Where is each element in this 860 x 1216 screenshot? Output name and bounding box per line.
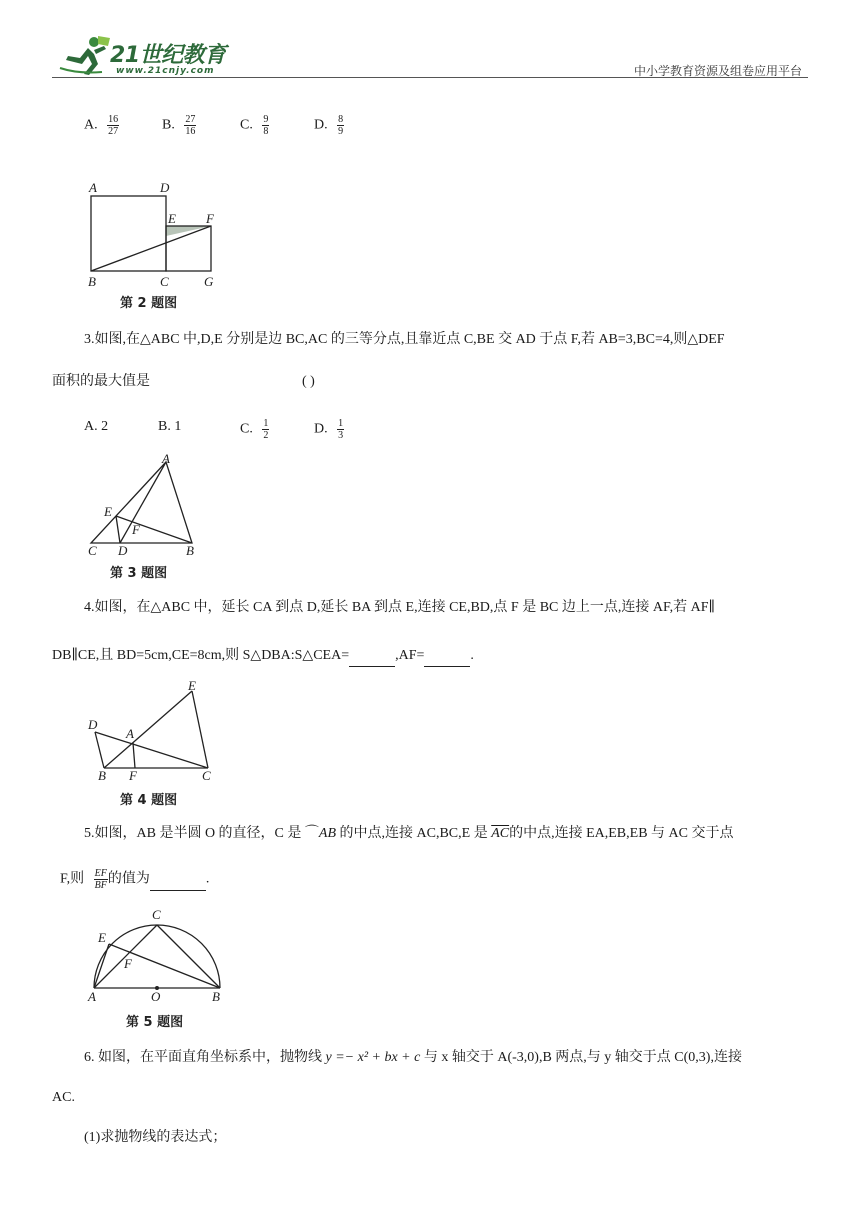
q3-answer-bracket: ( ) xyxy=(302,374,315,389)
q5-text-line1: 5.如图，AB 是半圆 O 的直径，C 是 ⌒AB 的中点,连接 AC,BC,E 是 $\overline{AC}$的中点,连接 EA,EB,EB 与 AC 交于点 xyxy=(84,826,734,841)
label-a: A xyxy=(162,451,170,466)
label-d: D xyxy=(160,180,170,195)
q6-subquestion-1: (1)求抛物线的表达式； xyxy=(84,1130,227,1145)
label-a: A xyxy=(126,726,134,741)
logo-text: 21世纪教育 xyxy=(110,43,226,68)
label-b: B xyxy=(212,989,220,1004)
label-c: C xyxy=(88,543,97,558)
q3-option-b: B. 1 xyxy=(158,419,182,434)
label-c: C xyxy=(152,907,161,922)
label-b: B xyxy=(186,543,194,558)
label-o: O xyxy=(151,989,161,1004)
label-c: C xyxy=(160,274,169,289)
label-e: E xyxy=(168,211,176,226)
q3-option-c: C. $\frac{1}{2}$ xyxy=(240,418,269,441)
label-b: B xyxy=(88,274,96,289)
q3-figure xyxy=(82,450,207,560)
q3-caption: 第 3 题图 xyxy=(110,566,168,581)
q3-text-line2: 面积的最大值是 xyxy=(52,374,150,389)
label-e: E xyxy=(98,930,106,945)
q5-text-line2: F,则 $\frac{EF}{BF}$ 的值为 . xyxy=(60,868,210,891)
label-d: D xyxy=(88,717,98,732)
label-e: E xyxy=(104,504,112,519)
label-f: F xyxy=(132,522,140,537)
q3-text-line1: 3.如图,在△ABC 中,D,E 分别是边 BC,AC 的三等分点,且靠近点 C,BE 交 AD 于点 F,若 AB=3,BC=4,则△DEF xyxy=(84,332,725,347)
q4-text-line2: DB∥CE,且 BD=5cm,CE=8cm,则 S△DBA:S△CEA= ,AF= . xyxy=(52,646,474,667)
header-tagline: 中小学教育资源及组卷应用平台 xyxy=(633,64,802,78)
q2-figure xyxy=(80,176,230,291)
label-e: E xyxy=(188,678,196,693)
q2-caption: 第 2 题图 xyxy=(120,296,178,311)
label-c: C xyxy=(202,768,211,783)
label-d: D xyxy=(118,543,128,558)
label-g: G xyxy=(204,274,214,289)
q5-figure xyxy=(84,902,234,1010)
logo-url: www.21cnjy.com xyxy=(116,66,215,76)
q2-option-b: B. $\frac{27}{16}$ xyxy=(162,114,196,137)
label-a: A xyxy=(89,180,97,195)
q2-option-c: C. $\frac{9}{8}$ xyxy=(240,114,269,137)
label-b: B xyxy=(98,768,106,783)
q6-text-line1: 6. 如图，在平面直角坐标系中，抛物线 y =− x² + bx + c 与 x 轴交于 A(-3,0),B 两点,与 y 轴交于点 C(0,3),连接 xyxy=(84,1050,742,1065)
label-f: F xyxy=(206,211,214,226)
q3-option-a: A. 2 xyxy=(84,419,109,434)
q2-option-a: A. $\frac{16}{27}$ xyxy=(84,114,119,137)
header-divider xyxy=(52,77,808,78)
q4-figure xyxy=(84,676,224,786)
q4-text-line1: 4.如图，在△ABC 中，延长 CA 到点 D,延长 BA 到点 E,连接 CE,BD,点 F 是 BC 边上一点,连接 AF,若 AF∥ xyxy=(84,600,716,615)
q2-option-d: D. $\frac{8}{9}$ xyxy=(314,114,344,137)
label-f: F xyxy=(129,768,137,783)
label-f: F xyxy=(124,956,132,971)
q6-text-line2: AC. xyxy=(52,1090,75,1105)
label-a: A xyxy=(88,989,96,1004)
q3-option-d: D. $\frac{1}{3}$ xyxy=(314,418,344,441)
runner-icon xyxy=(58,34,114,76)
q5-caption: 第 5 题图 xyxy=(126,1015,184,1030)
q4-caption: 第 4 题图 xyxy=(120,793,178,808)
